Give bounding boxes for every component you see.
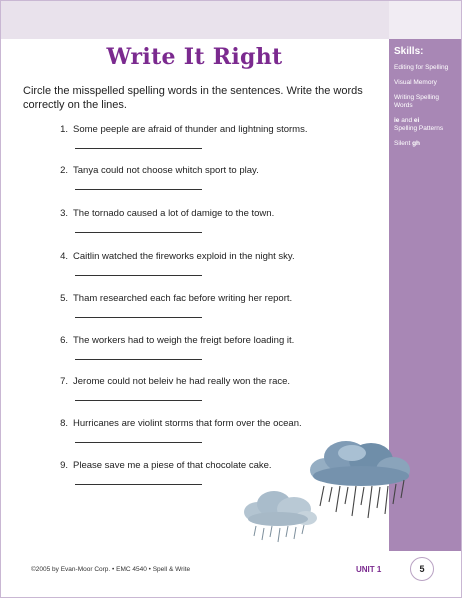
item-number: 5. [60,293,68,304]
sidebar-corner [389,1,461,39]
item-number: 6. [60,335,68,346]
skill-pattern-ei: ei [413,117,420,124]
skills-list [394,64,458,155]
item-sentence: The tornado caused a lot of damige to the town. [73,208,275,219]
answer-line[interactable] [75,189,202,190]
answer-line[interactable] [75,484,202,485]
item-number: 9. [60,460,68,471]
page-number: 5 [410,557,434,581]
item-sentence: Please save me a piese of that chocolate cake. [73,460,272,471]
item-number: 4. [60,251,68,262]
item-number: 8. [60,418,68,429]
skill-item [394,140,458,148]
page-title: Write It Right [106,44,283,70]
skill-item: Editing for Spelling [394,64,449,71]
item-sentence: Caitlin watched the fireworks exploid in the night sky. [73,251,295,262]
copyright-text: ©2005 by Evan-Moor Corp. • EMC 4540 • Spell & Write [31,566,191,573]
small-cloud-icon [244,491,317,542]
skill-pattern-ie: ie [394,117,400,124]
item-sentence: Some peeple are afraid of thunder and lightning storms. [73,124,308,135]
skill-silent-gh: gh [412,140,421,147]
skill-silent-label: Silent [394,140,413,147]
answer-line[interactable] [75,400,202,401]
skill-item: Visual Memory [394,79,437,86]
item-sentence: Jerome could not beleiv he had really won the race. [73,376,291,387]
answer-line[interactable] [75,148,202,149]
skill-item: Writing Spelling Words [394,94,440,109]
answer-line[interactable] [75,317,202,318]
answer-line[interactable] [75,232,202,233]
item-number: 1. [60,124,68,135]
skill-pattern-and: and [399,117,414,124]
unit-label: UNIT 1 [356,565,382,574]
item-sentence: Hurricanes are violint storms that form over the ocean. [73,418,302,429]
item-sentence: The workers had to weigh the freigt before loading it. [73,335,295,346]
answer-line[interactable] [75,275,202,276]
skills-heading: Skills: [394,46,424,57]
answer-line[interactable] [75,442,202,443]
item-number: 2. [60,165,68,176]
item-sentence: Tanya could not choose whitch sport to play. [73,165,259,176]
skill-pattern-label: Spelling Patterns [394,125,444,132]
item-number: 7. [60,376,68,387]
header-band [1,1,389,39]
large-cloud-icon [310,441,410,518]
skill-item [394,117,458,133]
instructions: Circle the misspelled spelling words in the sentences. Write the words correctly on the lines. [23,85,363,111]
item-sentence: Tham researched each fac before writing her report. [73,293,293,304]
rain-clouds-icon [240,440,415,555]
answer-line[interactable] [75,359,202,360]
item-number: 3. [60,208,68,219]
